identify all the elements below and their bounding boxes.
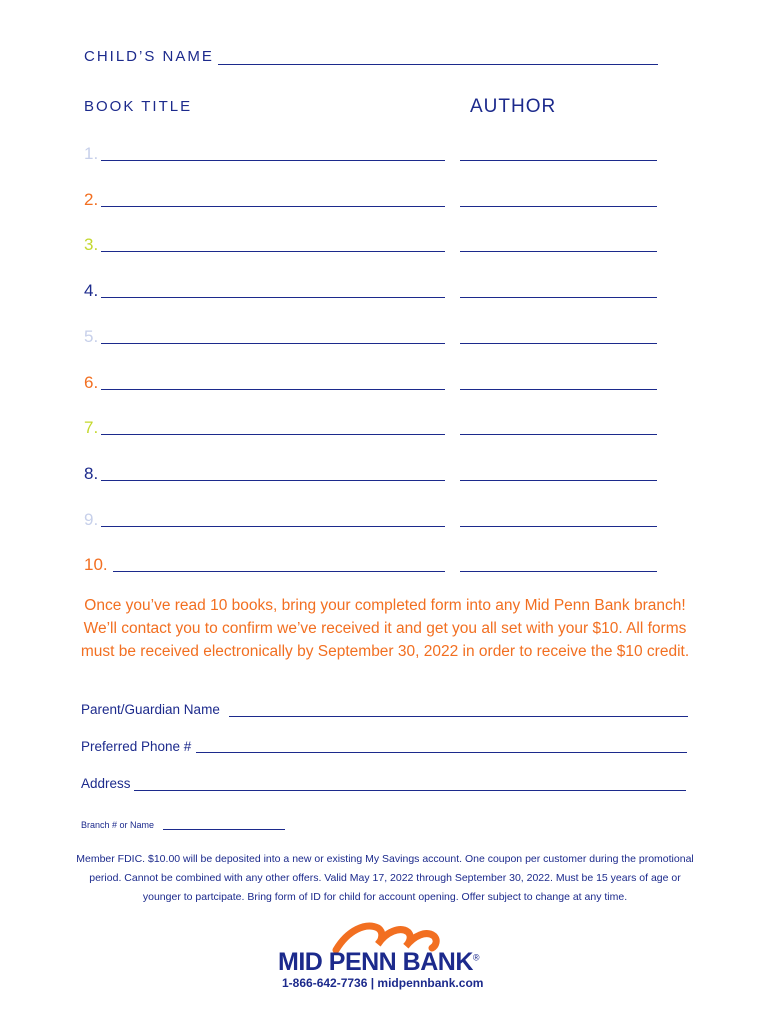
fine-print	[70, 850, 700, 907]
book-row-number: 10.	[84, 555, 108, 574]
promo-text	[60, 594, 710, 663]
promo-line-1: Once you’ve read 10 books, bring your completed form into any Mid Penn Bank branch!	[84, 597, 686, 614]
author-field[interactable]	[460, 526, 657, 527]
address-field[interactable]	[134, 790, 686, 791]
book-title-field[interactable]	[101, 526, 445, 527]
promo-line-2: We’ll contact you to confirm we’ve received it and get you all set with your $10. All forms	[83, 620, 687, 637]
author-field[interactable]	[460, 434, 657, 435]
child-name-field[interactable]	[218, 64, 658, 65]
book-title-field[interactable]	[113, 571, 445, 572]
fine-print-line-3: younger to partcipate. Bring form of ID for child for account opening. Offer subject to change at any time.	[142, 891, 628, 903]
author-field[interactable]	[460, 297, 657, 298]
author-field[interactable]	[460, 206, 657, 207]
fine-print-line-1: Member FDIC. $10.00 will be deposited into a new or existing My Savings account. One coupon per customer during the promotional	[76, 853, 694, 865]
registered-mark: ®	[472, 952, 480, 963]
book-row-number: 8.	[84, 464, 99, 483]
fine-print-line-2: period. Cannot be combined with any other offers. Valid May 17, 2022 through September 30, 2022. Must be 15 years of age or	[89, 872, 681, 884]
parent-name-field[interactable]	[229, 716, 688, 717]
phone-field[interactable]	[196, 752, 687, 753]
book-title-field[interactable]	[101, 297, 445, 298]
book-title-field[interactable]	[101, 389, 445, 390]
book-row-number: 4.	[84, 281, 99, 300]
bank-name: MID PENN BANK®	[278, 948, 480, 976]
book-title-field[interactable]	[101, 480, 445, 481]
author-field[interactable]	[460, 480, 657, 481]
parent-name-label: Parent/Guardian Name	[81, 702, 220, 717]
book-title-field[interactable]	[101, 206, 445, 207]
promo-line-3: must be received electronically by September 30, 2022 in order to receive the $10 credit.	[80, 643, 690, 660]
author-field[interactable]	[460, 160, 657, 161]
address-label: Address	[81, 776, 131, 791]
book-row-number: 7.	[84, 418, 99, 437]
book-row-number: 6.	[84, 373, 99, 392]
book-title-header: BOOK TITLE	[84, 98, 193, 115]
branch-field[interactable]	[163, 829, 285, 830]
branch-label: Branch # or Name	[81, 820, 155, 830]
author-field[interactable]	[460, 389, 657, 390]
author-field[interactable]	[460, 571, 657, 572]
author-field[interactable]	[460, 251, 657, 252]
book-row-number: 2.	[84, 190, 99, 209]
child-name-label: CHILD’S NAME	[84, 48, 214, 65]
book-title-field[interactable]	[101, 343, 445, 344]
book-row-number: 3.	[84, 235, 99, 254]
book-title-field[interactable]	[101, 251, 445, 252]
author-header: AUTHOR	[470, 96, 557, 117]
book-title-field[interactable]	[101, 434, 445, 435]
phone-label: Preferred Phone #	[81, 739, 192, 754]
book-row-number: 9.	[84, 510, 99, 529]
author-field[interactable]	[460, 343, 657, 344]
contact-info[interactable]: 1-866-642-7736 | midpennbank.com	[282, 976, 484, 990]
book-title-field[interactable]	[101, 160, 445, 161]
book-row-number: 5.	[84, 327, 99, 346]
book-row-number: 1.	[84, 144, 99, 163]
